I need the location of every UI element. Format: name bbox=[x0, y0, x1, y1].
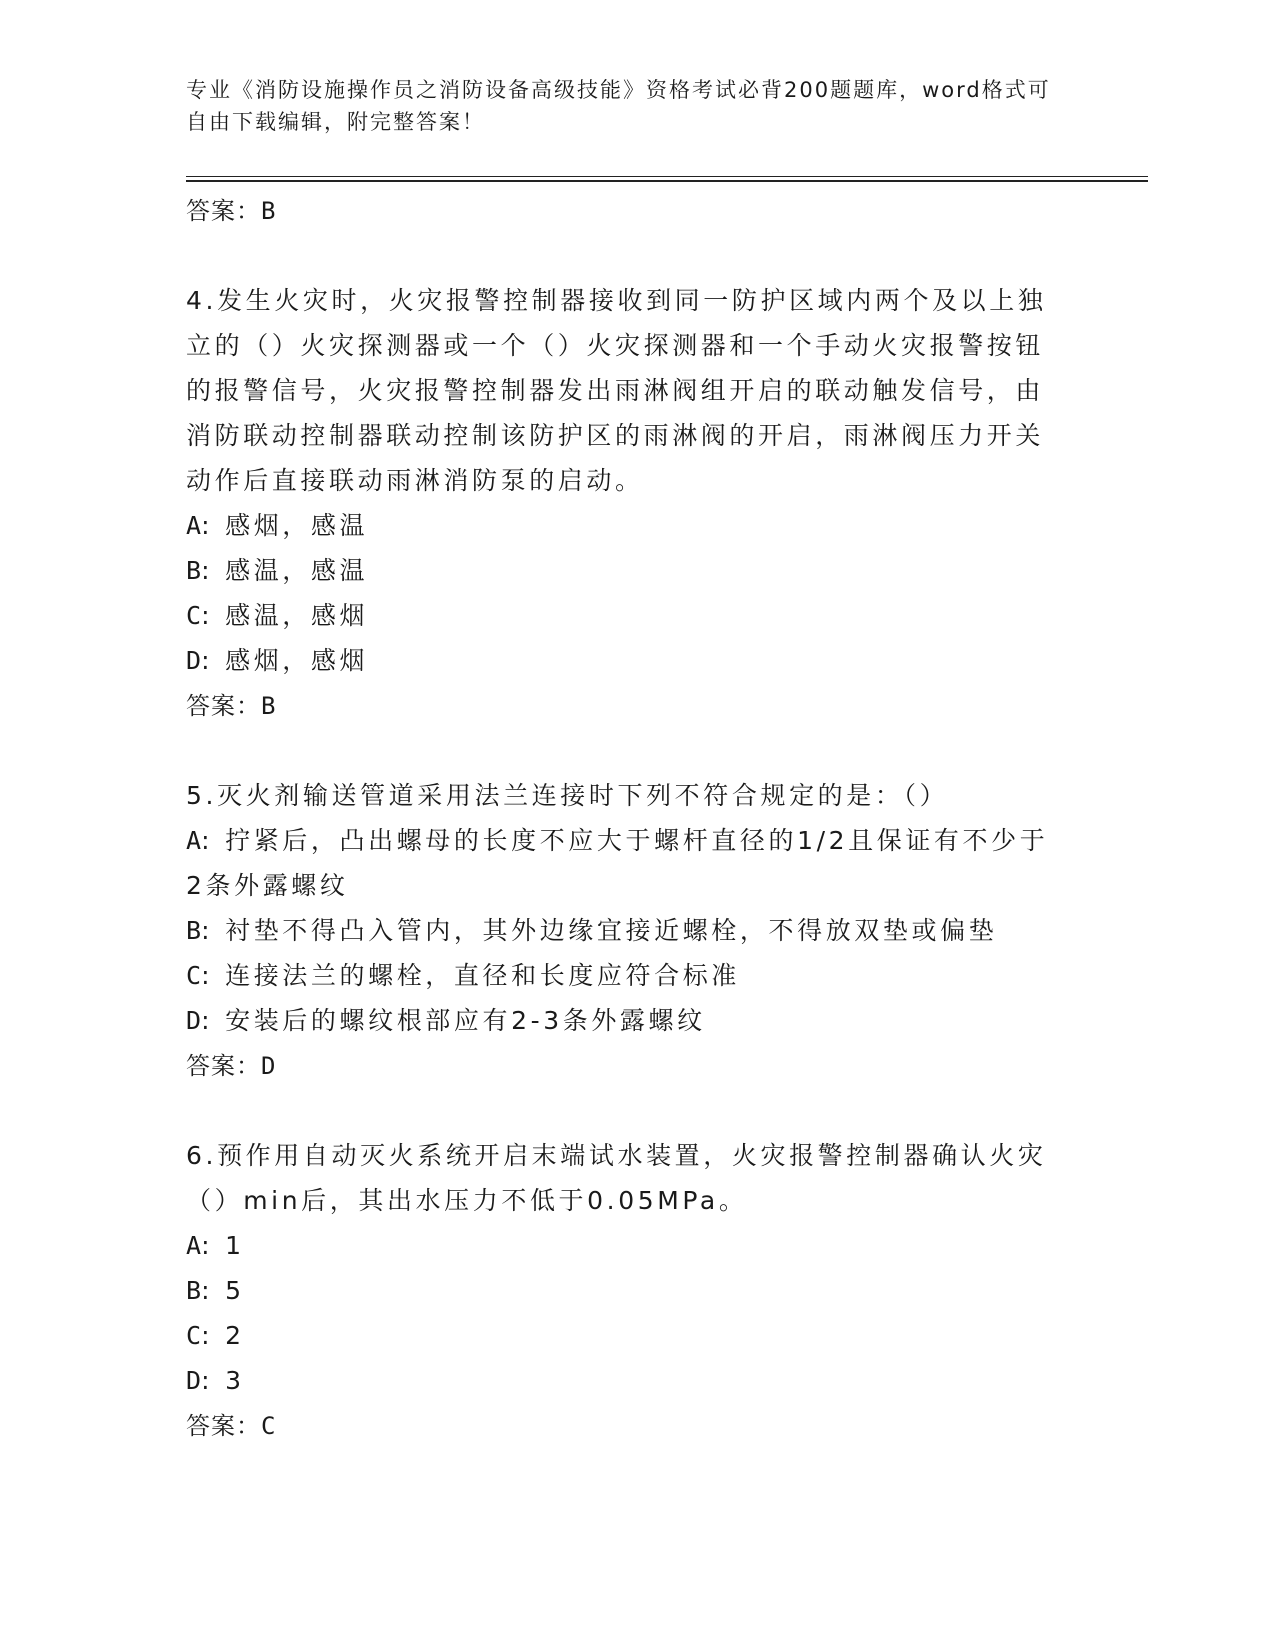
option-d bbox=[186, 1358, 1066, 1403]
answer-label: 答案： bbox=[186, 198, 261, 225]
option-c bbox=[186, 953, 1066, 998]
question-text bbox=[186, 773, 1066, 818]
answer-line bbox=[186, 1403, 1066, 1449]
spacer bbox=[186, 1089, 1066, 1133]
option-text: 2 bbox=[225, 1321, 245, 1350]
option-key: C bbox=[186, 601, 202, 630]
option-key: D bbox=[186, 646, 202, 675]
answer-line bbox=[186, 1043, 1066, 1089]
option-key: D bbox=[186, 1366, 202, 1395]
option-text: 感烟，感烟 bbox=[225, 646, 369, 675]
question-stem: 预作用自动灭火系统开启末端试水装置，火灾报警控制器确认火灾（）min后，其出水压力不低于0.05MPa。 bbox=[186, 1141, 1047, 1215]
option-b bbox=[186, 908, 1066, 953]
option-key: A bbox=[186, 1231, 202, 1260]
answer-value: D bbox=[261, 1052, 277, 1080]
option-c bbox=[186, 1313, 1066, 1358]
option-key: B bbox=[186, 556, 202, 585]
answer-line bbox=[186, 188, 1066, 234]
answer-value: B bbox=[261, 692, 277, 720]
option-key: A bbox=[186, 511, 202, 540]
option-key: D bbox=[186, 1006, 202, 1035]
option-text: 感烟，感温 bbox=[225, 511, 369, 540]
option-d bbox=[186, 638, 1066, 683]
option-separator: : bbox=[201, 1231, 214, 1260]
option-d bbox=[186, 998, 1066, 1043]
option-text: 3 bbox=[225, 1366, 245, 1395]
question-number: 6. bbox=[186, 1141, 218, 1170]
spacer bbox=[186, 234, 1066, 278]
question-text bbox=[186, 278, 1066, 503]
option-a bbox=[186, 503, 1066, 548]
option-separator: : bbox=[201, 1276, 214, 1305]
question-text bbox=[186, 1133, 1066, 1223]
document-header bbox=[186, 74, 1066, 138]
question-block bbox=[186, 1133, 1066, 1449]
option-text: 安装后的螺纹根部应有2-3条外露螺纹 bbox=[225, 1006, 706, 1035]
option-separator: : bbox=[201, 1006, 214, 1035]
option-separator: : bbox=[201, 601, 214, 630]
option-text: 拧紧后，凸出螺母的长度不应大于螺杆直径的1/2且保证有不少于2条外露螺纹 bbox=[186, 826, 1049, 900]
option-text: 连接法兰的螺栓，直径和长度应符合标准 bbox=[225, 961, 740, 990]
option-text: 衬垫不得凸入管内，其外边缘宜接近螺栓，不得放双垫或偏垫 bbox=[225, 916, 998, 945]
option-separator: : bbox=[201, 511, 214, 540]
option-separator: : bbox=[201, 1321, 214, 1350]
question-number: 4. bbox=[186, 286, 218, 315]
option-key: B bbox=[186, 1276, 202, 1305]
option-text: 5 bbox=[225, 1276, 245, 1305]
option-key: B bbox=[186, 916, 202, 945]
answer-value: C bbox=[261, 1412, 277, 1440]
question-stem: 灭火剂输送管道采用法兰连接时下列不符合规定的是：（） bbox=[217, 781, 949, 810]
option-separator: : bbox=[201, 826, 214, 855]
option-a bbox=[186, 818, 1066, 908]
question-number: 5. bbox=[186, 781, 218, 810]
option-key: C bbox=[186, 1321, 202, 1350]
option-separator: : bbox=[201, 961, 214, 990]
option-separator: : bbox=[201, 916, 214, 945]
option-key: A bbox=[186, 826, 202, 855]
spacer bbox=[186, 729, 1066, 773]
answer-label: 答案： bbox=[186, 693, 261, 720]
option-c bbox=[186, 593, 1066, 638]
option-text: 1 bbox=[225, 1231, 245, 1260]
option-separator: : bbox=[201, 556, 214, 585]
option-b bbox=[186, 1268, 1066, 1313]
option-b bbox=[186, 548, 1066, 593]
question-block bbox=[186, 773, 1066, 1089]
header-divider-thick bbox=[186, 180, 1148, 182]
header-divider-thin bbox=[186, 176, 1148, 177]
option-text: 感温，感温 bbox=[225, 556, 369, 585]
question-block bbox=[186, 278, 1066, 729]
header-title: 专业《消防设施操作员之消防设备高级技能》资格考试必背200题题库，word格式可自由下载编辑，附完整答案！ bbox=[186, 78, 1051, 134]
option-separator: : bbox=[201, 1366, 214, 1395]
option-a bbox=[186, 1223, 1066, 1268]
question-stem: 发生火灾时，火灾报警控制器接收到同一防护区域内两个及以上独立的（）火灾探测器或一个（）火灾探测器和一个手动火灾报警按钮的报警信号，火灾报警控制器发出雨淋阀组开启的联动触发信号，由消防联动控制器联动控制该防护区的雨淋阀的开启，雨淋阀压力开关动作后直接联动雨淋消防泵的启动。 bbox=[186, 286, 1047, 495]
answer-line bbox=[186, 683, 1066, 729]
answer-value: B bbox=[261, 197, 277, 225]
question-list bbox=[186, 188, 1066, 1449]
answer-label: 答案： bbox=[186, 1053, 261, 1080]
option-key: C bbox=[186, 961, 202, 990]
option-text: 感温，感烟 bbox=[225, 601, 369, 630]
answer-label: 答案： bbox=[186, 1413, 261, 1440]
option-separator: : bbox=[201, 646, 214, 675]
